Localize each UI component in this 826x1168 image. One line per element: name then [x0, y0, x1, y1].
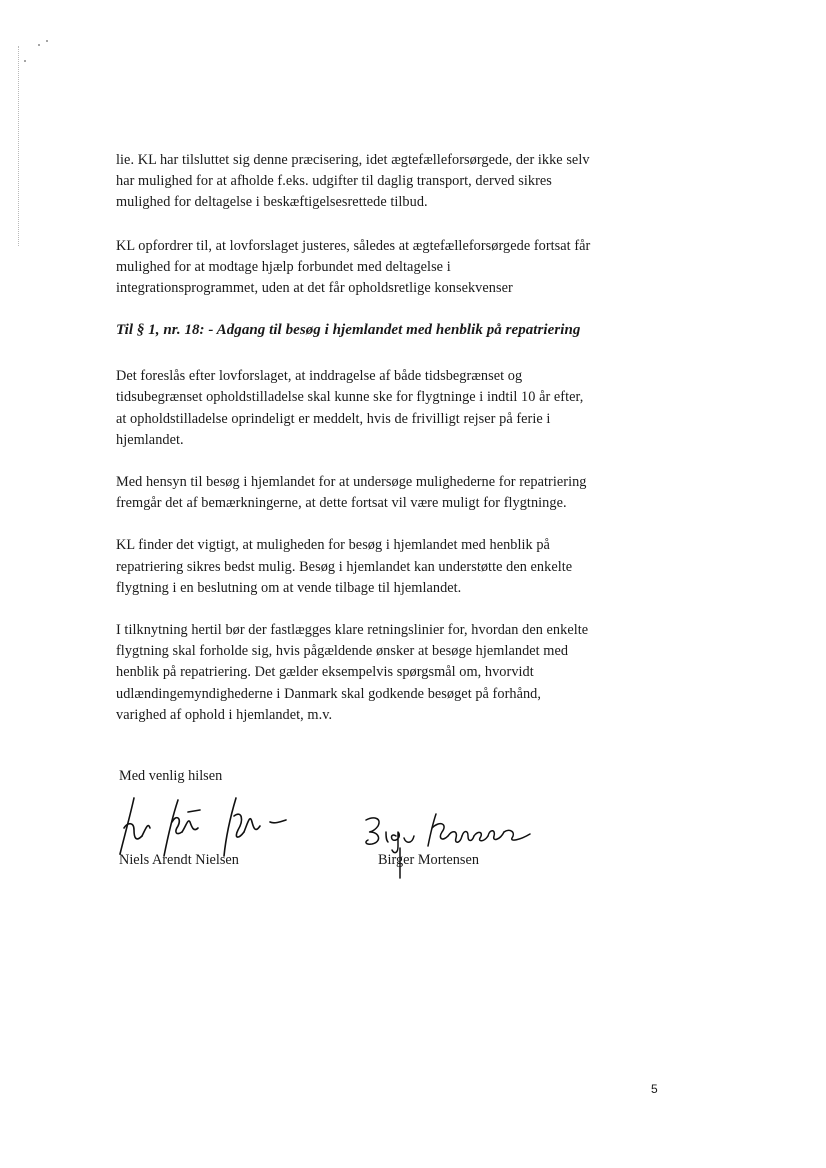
page-number: 5	[651, 1082, 658, 1096]
closing-salutation: Med venlig hilsen	[119, 768, 223, 784]
handwritten-signature-birger	[360, 808, 550, 880]
paragraph: KL finder det vigtigt, at muligheden for besøg i hjemlandet med henblik på repatriering sikres bedst mulig. Besøg i hjemlandet kan understøtte den enkelte flygtning i en beslutning om at vende tilbage til hjemlandet.	[116, 537, 573, 596]
paragraph: I tilknytning hertil bør der fastlægges klare retningslinier for, hvordan den enkelte flygtning skal forholde sig, hvis pågældende ønsker at besøge hjemlandet med henblik på repatriering. Det gælder eksempelvis spørgsmål om, hvorvidt udlændingemyndighederne i Danmark skal godkende besøget på forhånd, varighed af ophold i hjemlandet, m.v.	[116, 622, 589, 723]
scan-speck	[24, 60, 26, 62]
letter-body	[116, 150, 594, 747]
scan-speck	[46, 40, 48, 42]
margin-rule	[18, 46, 19, 246]
scan-speck	[38, 44, 40, 46]
paragraph: lie. KL har tilsluttet sig denne præcisering, idet ægtefælleforsørgede, der ikke selv har mulighed for at afholde f.eks. udgifter til daglig transport, derved sikres mulighed for deltagelse i beskæftigelsesrettede tilbud.	[116, 152, 590, 211]
signatory-name: Birger Mortensen	[378, 852, 479, 868]
paragraph: Det foreslås efter lovforslaget, at inddragelse af både tidsbegrænset og tidsubegrænset opholdstilladelse skal kunne ske for flygtninge i indtil 10 år efter, at opholdstilladelse oprindeligt er meddelt, hvis de frivilligt rejser på ferie i hjemlandet.	[116, 368, 584, 448]
paragraph: Med hensyn til besøg i hjemlandet for at undersøge mulighederne for repatriering fremgår det af bemærkningerne, at dette fortsat vil være muligt for flygtninge.	[116, 474, 587, 512]
paragraph: KL opfordrer til, at lovforslaget justeres, således at ægtefælleforsørgede fortsat får mulighed for at modtage hjælp forbundet med deltagelse i integrationsprogrammet, uden at det får opholdsretlige konsekvenser	[116, 237, 591, 297]
section-heading: Til § 1, nr. 18: - Adgang til besøg i hjemlandet med henblik på repatriering	[116, 322, 581, 339]
signatory-name: Niels Arendt Nielsen	[119, 852, 239, 868]
handwritten-signature-niels	[112, 792, 292, 860]
